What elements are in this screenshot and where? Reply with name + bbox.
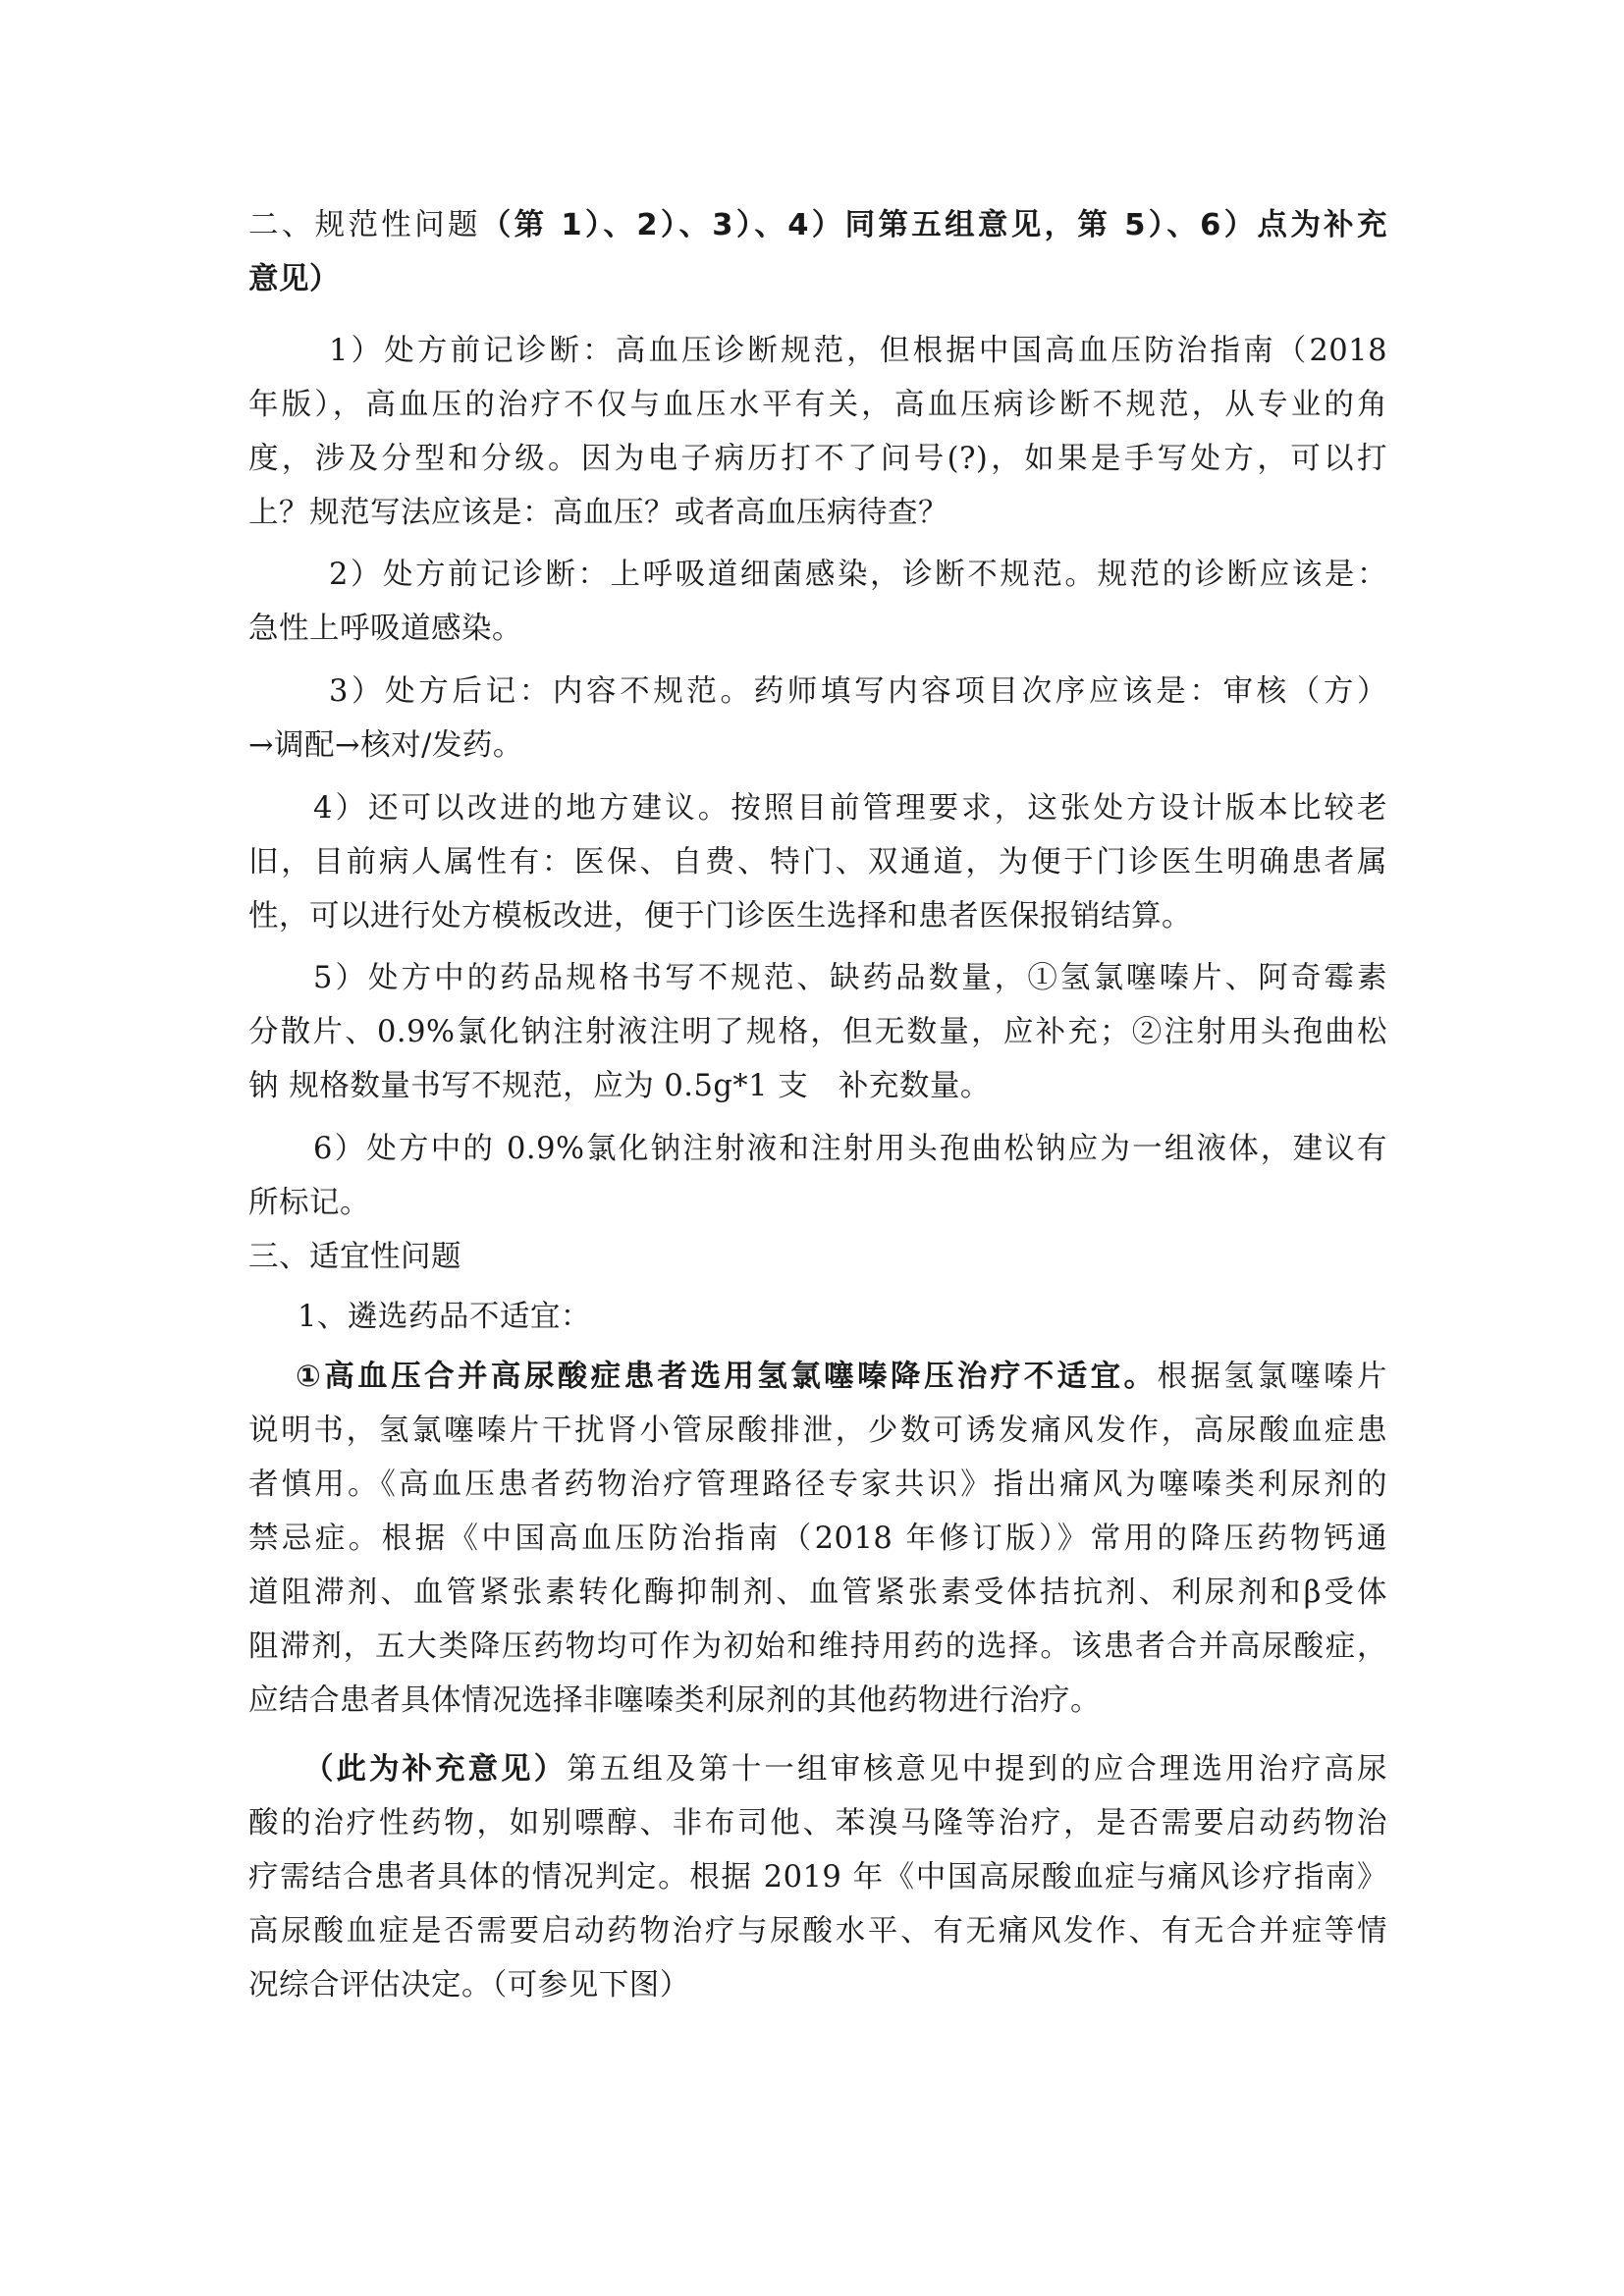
paragraph-1-line-4: 上？规范写法应该是：高血压？或者高血压病待查？ — [248, 496, 948, 530]
paragraph-8-line-5: 况综合评估决定。（可参见下图） — [248, 1968, 690, 2002]
paragraph-6-line-1: 6）处方中的 0.9%氯化钠注射液和注射用头孢曲松钠应为一组液体，建议有 — [313, 1132, 1387, 1166]
paragraph-2-line-2: 急性上呼吸道感染。 — [248, 612, 522, 646]
paragraph-7-bold-lead: ①高血压合并高尿酸症患者选用氢氯噻嗪降压治疗不适宜。 — [296, 1360, 1158, 1394]
paragraph-7-line-5: 道阻滞剂、血管紧张素转化酶抑制剂、血管紧张素受体拮抗剂、利尿剂和β受体 — [248, 1575, 1387, 1610]
paragraph-7-line-3: 者慎用。《高血压患者药物治疗管理路径专家共识》指出痛风为噻嗪类利尿剂的 — [248, 1468, 1387, 1502]
paragraph-8-line-4: 高尿酸血症是否需要启动药物治疗与尿酸水平、有无痛风发作、有无合并症等情 — [248, 1914, 1387, 1949]
section-heading-normative — [248, 201, 1387, 250]
paragraph-7-lead-rest: 根据氢氯噻嗪片 — [1157, 1360, 1388, 1394]
paragraph-4-line-1: 4）还可以改进的地方建议。按照目前管理要求，这张处方设计版本比较老 — [313, 791, 1387, 826]
paragraph-7-line-7: 应结合患者具体情况选择非噻嗪类利尿剂的其他药物进行治疗。 — [248, 1683, 1101, 1718]
paragraph-8-bold-lead: （此为补充意见） — [303, 1752, 568, 1787]
paragraph-5-line-2: 分散片、0.9%氯化钠注射液注明了规格，但无数量，应补充；②注射用头孢曲松 — [248, 1015, 1387, 1049]
paragraph-4-line-2: 旧，目前病人属性有：医保、自费、特门、双通道，为便于门诊医生明确患者属 — [248, 845, 1387, 880]
paragraph-6-line-2: 所标记。 — [248, 1186, 370, 1220]
section-heading-suitability: 三、适宜性问题 — [248, 1240, 461, 1274]
paragraph-5-line-1: 5）处方中的药品规格书写不规范、缺药品数量，①氢氯噻嗪片、阿奇霉素 — [313, 961, 1387, 995]
section-heading-bold-continuation: 意见） — [248, 262, 340, 296]
paragraph-1-line-3: 度，涉及分型和分级。因为电子病历打不了问号(?)，如果是手写处方，可以打 — [248, 442, 1387, 476]
sub-heading-drug-selection: 1、遴选药品不适宜： — [298, 1300, 591, 1334]
paragraph-8-line-1 — [248, 1745, 1387, 1794]
paragraph-5-line-3: 钠 规格数量书写不规范，应为 0.5g*1 支 补充数量。 — [248, 1069, 991, 1103]
paragraph-1-line-2: 年版），高血压的治疗不仅与血压水平有关，高血压病诊断不规范，从专业的角 — [248, 388, 1387, 422]
paragraph-8-line-2: 酸的治疗性药物，如别嘌醇、非布司他、苯溴马隆等治疗，是否需要启动药物治 — [248, 1806, 1387, 1841]
paragraph-3-line-1: 3）处方后记：内容不规范。药师填写内容项目次序应该是：审核（方） — [329, 674, 1387, 709]
paragraph-8-line-3: 疗需结合患者具体的情况判定。根据 2019 年《中国高尿酸血症与痛风诊疗指南》 — [248, 1860, 1387, 1895]
paragraph-8-lead-rest: 第五组及第十一组审核意见中提到的应合理选用治疗高尿 — [567, 1752, 1387, 1787]
paragraph-4-line-3: 性，可以进行处方模板改进，便于门诊医生选择和患者医保报销结算。 — [248, 899, 1192, 934]
paragraph-7-line-6: 阻滞剂，五大类降压药物均可作为初始和维持用药的选择。该患者合并高尿酸症， — [248, 1629, 1387, 1664]
paragraph-7-line-1 — [248, 1353, 1387, 1402]
section-heading-bold: （第 1）、2）、3）、4）同第五组意见，第 5）、6）点为补充 — [480, 208, 1387, 242]
paragraph-3-line-2: →调配→核对/发药。 — [248, 728, 523, 763]
paragraph-7-line-4: 禁忌症。根据《中国高血压防治指南（2018 年修订版）》常用的降压药物钙通 — [248, 1522, 1387, 1556]
paragraph-7-line-2: 说明书，氢氯噻嗪片干扰肾小管尿酸排泄，少数可诱发痛风发作，高尿酸血症患 — [248, 1414, 1387, 1448]
paragraph-1-line-1: 1）处方前记诊断：高血压诊断规范，但根据中国高血压防治指南（2018 — [329, 334, 1387, 368]
paragraph-2-line-1: 2）处方前记诊断：上呼吸道细菌感染，诊断不规范。规范的诊断应该是： — [329, 558, 1387, 592]
section-heading-prefix: 二、规范性问题 — [248, 208, 481, 242]
